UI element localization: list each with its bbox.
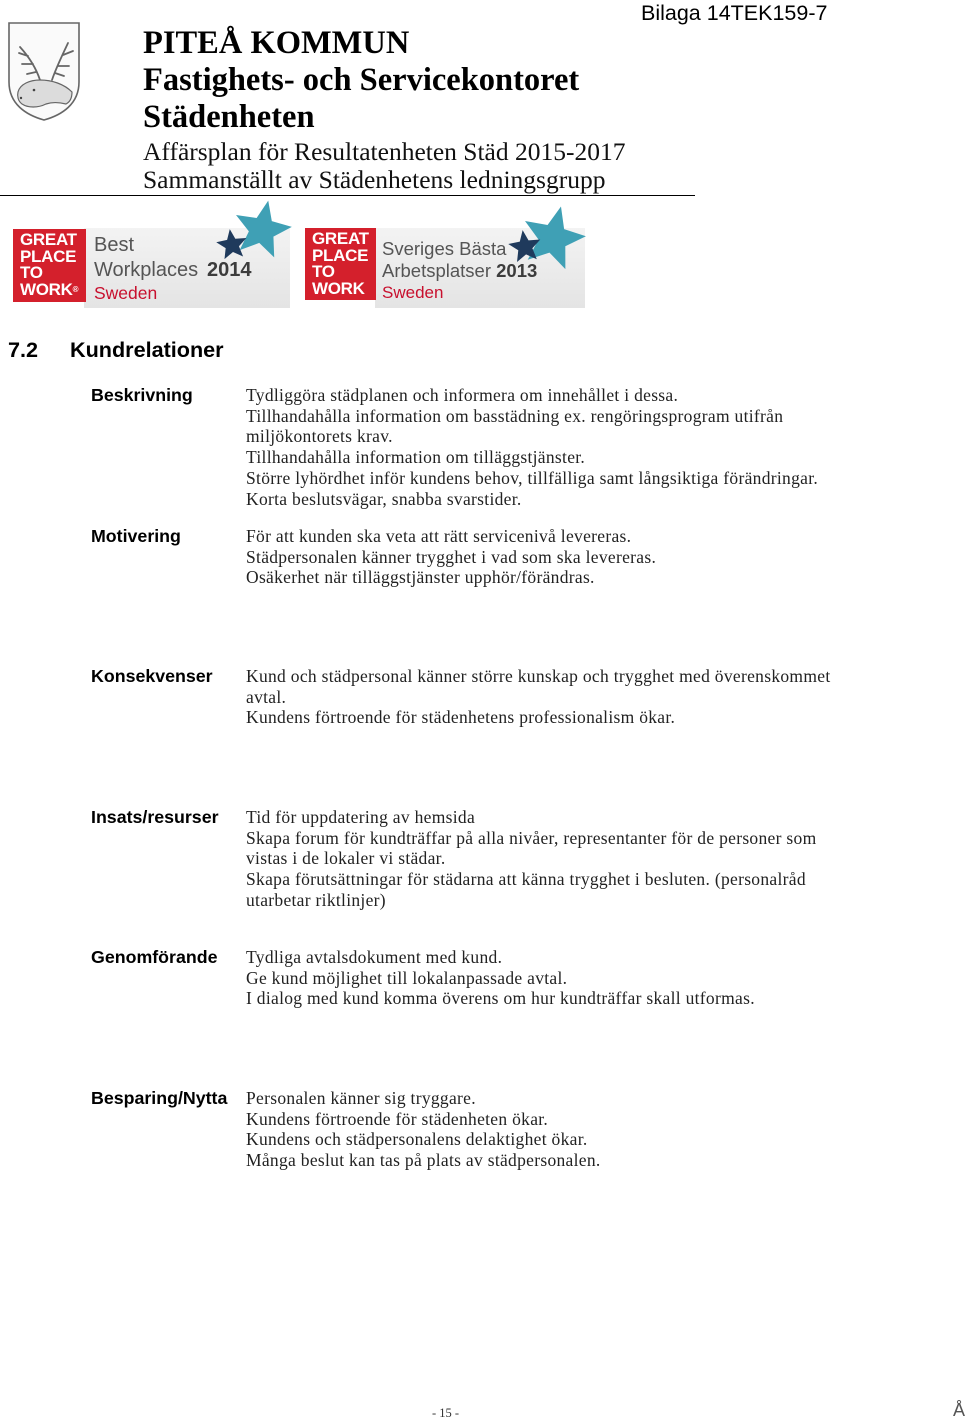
award-country: Sweden xyxy=(382,283,444,302)
text-line: Större lyhördhet inför kundens behov, tillfälliga samt långsiktiga förändringar. xyxy=(246,467,819,488)
badge-line: GREAT xyxy=(20,230,77,249)
row-label: Motivering xyxy=(91,526,181,546)
award-subtitle: Arbetsplatser xyxy=(382,260,491,281)
badge-line: TO xyxy=(312,262,335,282)
award-country: Sweden xyxy=(94,283,158,303)
award-logo-2013 xyxy=(303,203,590,312)
section-number: 7.2 xyxy=(8,337,39,362)
row-text xyxy=(246,385,818,509)
text-line: Kundens och städpersonalens delaktighet ökar. xyxy=(246,1129,588,1150)
badge-line: WORK xyxy=(312,279,365,299)
row-label: Genomförande xyxy=(91,947,218,967)
badge-line: GREAT xyxy=(312,229,369,248)
document-subtitle xyxy=(143,138,626,194)
page-number: - 15 - xyxy=(432,1406,460,1420)
text-line: Städpersonalen känner trygghet i vad som ska levereras. xyxy=(246,546,657,567)
award-subtitle: Workplaces xyxy=(94,259,199,281)
header-divider xyxy=(0,195,695,196)
text-line: Osäkerhet när tilläggstjänster upphör/förändras. xyxy=(246,567,595,588)
text-line: Skapa forum för kundträffar på alla nivåer, representanter för de personer som xyxy=(246,827,817,848)
row-label: Besparing/Nytta xyxy=(91,1088,228,1108)
award-year: 2013 xyxy=(496,260,538,281)
badge-line: PLACE xyxy=(312,245,369,265)
text-line: I dialog med kund komma överens om hur kundträffar skall utformas. xyxy=(246,988,755,1009)
municipality-name: PITEÅ KOMMUN xyxy=(143,25,410,61)
edge-glyph-clip xyxy=(953,1399,965,1421)
text-line: Personalen känner sig tryggare. xyxy=(246,1088,476,1108)
row-text xyxy=(246,1088,601,1171)
compiled-by: Sammanställt av Städenhetens ledningsgrupp xyxy=(143,165,606,194)
edge-glyph: Å xyxy=(953,1400,965,1420)
text-line: utarbetar riktlinjer) xyxy=(246,889,386,910)
text-line: Tydliggöra städplanen och informera om innehållet i dessa. xyxy=(246,385,679,405)
row-label: Beskrivning xyxy=(91,385,193,405)
text-line: Kundens förtroende för städenhetens professionalism ökar. xyxy=(246,707,676,728)
text-line: Många beslut kan tas på plats av städpersonalen. xyxy=(246,1150,601,1171)
award-logo-2014 xyxy=(10,198,292,312)
badge-word: WORK xyxy=(20,280,73,300)
text-line: Tid för uppdatering av hemsida xyxy=(246,807,476,827)
unit-name: Städenheten xyxy=(143,99,315,135)
row-text xyxy=(246,526,656,588)
star-icon xyxy=(508,230,542,264)
section-title: Kundrelationer xyxy=(70,337,224,362)
award-title: Sveriges Bästa xyxy=(382,238,507,259)
star-icon xyxy=(216,229,248,261)
gptw-badge xyxy=(13,229,86,302)
text-line: Korta beslutsvägar, snabba svarstider. xyxy=(246,488,522,509)
organisation-heading xyxy=(143,25,579,136)
row-text xyxy=(246,666,830,728)
row-text xyxy=(246,947,755,1009)
text-line: För att kunden ska veta att rätt servicenivå levereras. xyxy=(246,526,632,546)
attachment-reference: Bilaga 14TEK159-7 xyxy=(641,1,828,25)
plan-title: Affärsplan för Resultatenheten Städ 2015-2017 xyxy=(143,137,626,166)
coat-of-arms-icon xyxy=(6,20,82,122)
text-line: Skapa förutsättningar för städarna att känna trygghet i besluten. (personalråd xyxy=(246,869,806,890)
award-year: 2014 xyxy=(207,259,252,281)
text-line: Tillhandahålla information om tilläggstjänster. xyxy=(246,447,586,468)
text-line: Kundens förtroende för städenheten ökar. xyxy=(246,1108,549,1129)
registered-mark: ® xyxy=(72,285,79,295)
text-line: vistas i de lokaler vi städar. xyxy=(246,848,446,869)
row-label: Insats/resurser xyxy=(91,807,219,827)
badge-line: TO xyxy=(20,263,43,283)
row-label: Konsekvenser xyxy=(91,666,213,686)
badge-line-last xyxy=(20,282,86,299)
text-line: miljökontorets krav. xyxy=(246,426,393,447)
reindeer-eye xyxy=(33,89,36,92)
text-line: Tillhandahålla information om basstädning ex. rengöringsprogram utifrån xyxy=(246,405,784,426)
text-line: avtal. xyxy=(246,686,287,707)
badge-line: PLACE xyxy=(20,246,77,266)
text-line: Ge kund möjlighet till lokalanpassade avtal. xyxy=(246,967,568,988)
gptw-badge xyxy=(305,228,376,300)
row-text xyxy=(246,807,816,911)
award-title: Best xyxy=(94,234,135,256)
text-line: Kund och städpersonal känner större kunskap och trygghet med överenskommet xyxy=(246,666,831,686)
reindeer-nose xyxy=(20,97,22,99)
text-line: Tydliga avtalsdokument med kund. xyxy=(246,947,503,967)
office-name: Fastighets- och Servicekontoret xyxy=(143,62,580,98)
